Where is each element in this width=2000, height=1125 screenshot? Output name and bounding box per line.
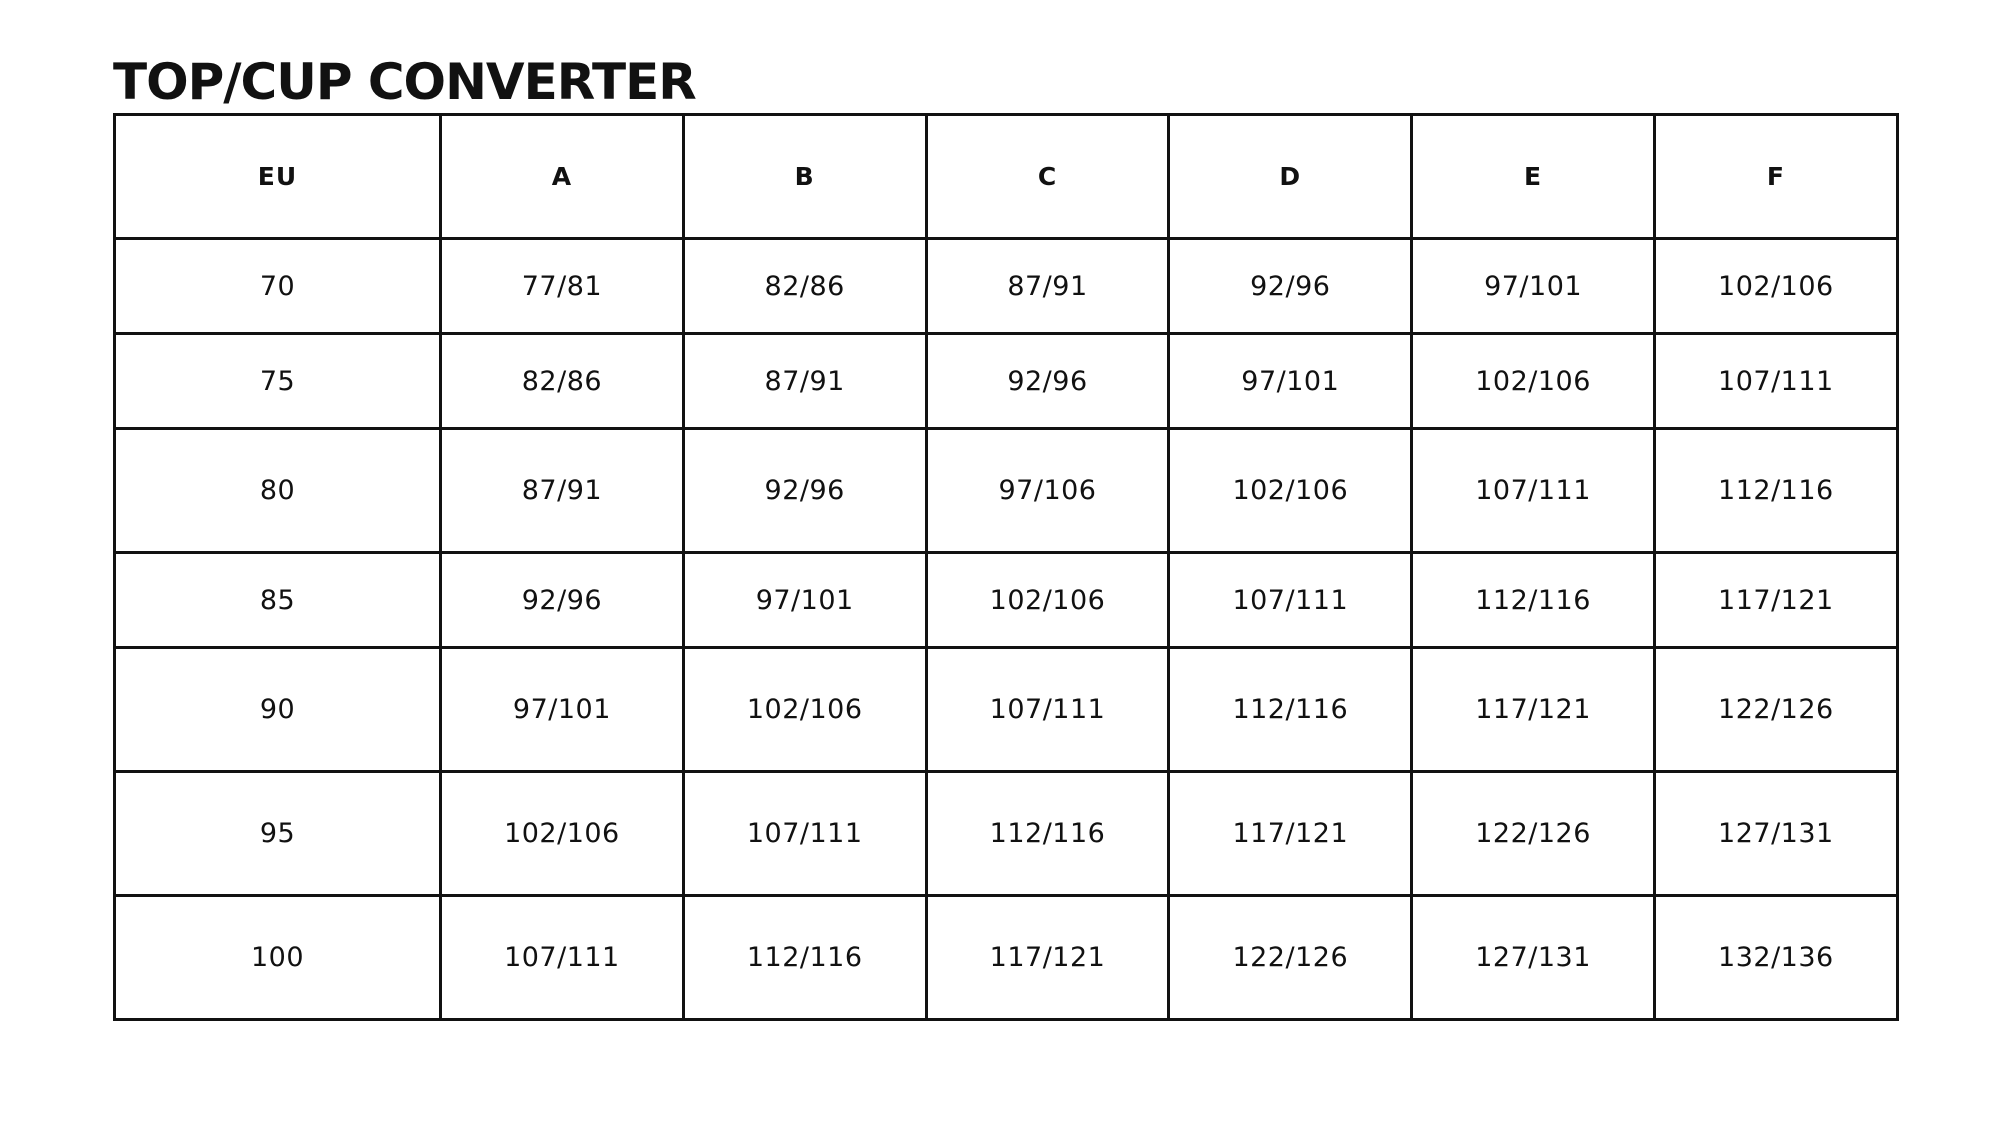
table-cell: 117/121 <box>1412 648 1655 772</box>
table-row <box>115 772 1898 896</box>
table-cell: 107/111 <box>1169 553 1412 648</box>
table-cell: 117/121 <box>1654 553 1897 648</box>
table-cell: 102/106 <box>1412 334 1655 429</box>
table-cell: 95 <box>115 772 441 896</box>
table-cell: 97/101 <box>441 648 684 772</box>
size-converter-table <box>113 113 1899 1021</box>
table-cell: 82/86 <box>441 334 684 429</box>
table-cell: 70 <box>115 239 441 334</box>
table-cell: 102/106 <box>441 772 684 896</box>
table-cell: 97/106 <box>926 429 1169 553</box>
table-row <box>115 429 1898 553</box>
column-header: C <box>926 115 1169 239</box>
table-cell: 92/96 <box>1169 239 1412 334</box>
column-header: F <box>1654 115 1897 239</box>
table-cell: 107/111 <box>926 648 1169 772</box>
column-header: E <box>1412 115 1655 239</box>
table-cell: 107/111 <box>683 772 926 896</box>
table-row <box>115 334 1898 429</box>
table-cell: 92/96 <box>683 429 926 553</box>
page-title: TOP/CUP CONVERTER <box>113 53 696 111</box>
table-cell: 80 <box>115 429 441 553</box>
table-cell: 112/116 <box>1412 553 1655 648</box>
table-cell: 97/101 <box>683 553 926 648</box>
table-header-row <box>115 115 1898 239</box>
table-cell: 87/91 <box>926 239 1169 334</box>
column-header: D <box>1169 115 1412 239</box>
table-cell: 75 <box>115 334 441 429</box>
table-row <box>115 239 1898 334</box>
table-cell: 90 <box>115 648 441 772</box>
table-cell: 87/91 <box>683 334 926 429</box>
table-cell: 132/136 <box>1654 896 1897 1020</box>
table-cell: 100 <box>115 896 441 1020</box>
table-row <box>115 648 1898 772</box>
table-cell: 92/96 <box>926 334 1169 429</box>
table-cell: 77/81 <box>441 239 684 334</box>
table-cell: 122/126 <box>1412 772 1655 896</box>
column-header: A <box>441 115 684 239</box>
table-cell: 117/121 <box>926 896 1169 1020</box>
table-cell: 122/126 <box>1654 648 1897 772</box>
table-row <box>115 896 1898 1020</box>
table-cell: 117/121 <box>1169 772 1412 896</box>
table-cell: 127/131 <box>1654 772 1897 896</box>
table-cell: 102/106 <box>1169 429 1412 553</box>
table-cell: 122/126 <box>1169 896 1412 1020</box>
table-cell: 97/101 <box>1169 334 1412 429</box>
table-cell: 112/116 <box>926 772 1169 896</box>
table-cell: 112/116 <box>1169 648 1412 772</box>
table-cell: 102/106 <box>926 553 1169 648</box>
table-row <box>115 553 1898 648</box>
table-cell: 92/96 <box>441 553 684 648</box>
table-cell: 87/91 <box>441 429 684 553</box>
table-cell: 107/111 <box>1412 429 1655 553</box>
table-cell: 112/116 <box>683 896 926 1020</box>
table-cell: 85 <box>115 553 441 648</box>
column-header: EU <box>115 115 441 239</box>
table-cell: 102/106 <box>683 648 926 772</box>
table-cell: 97/101 <box>1412 239 1655 334</box>
table-cell: 127/131 <box>1412 896 1655 1020</box>
table-cell: 107/111 <box>1654 334 1897 429</box>
table-cell: 82/86 <box>683 239 926 334</box>
table-cell: 112/116 <box>1654 429 1897 553</box>
column-header: B <box>683 115 926 239</box>
table-cell: 107/111 <box>441 896 684 1020</box>
table-cell: 102/106 <box>1654 239 1897 334</box>
